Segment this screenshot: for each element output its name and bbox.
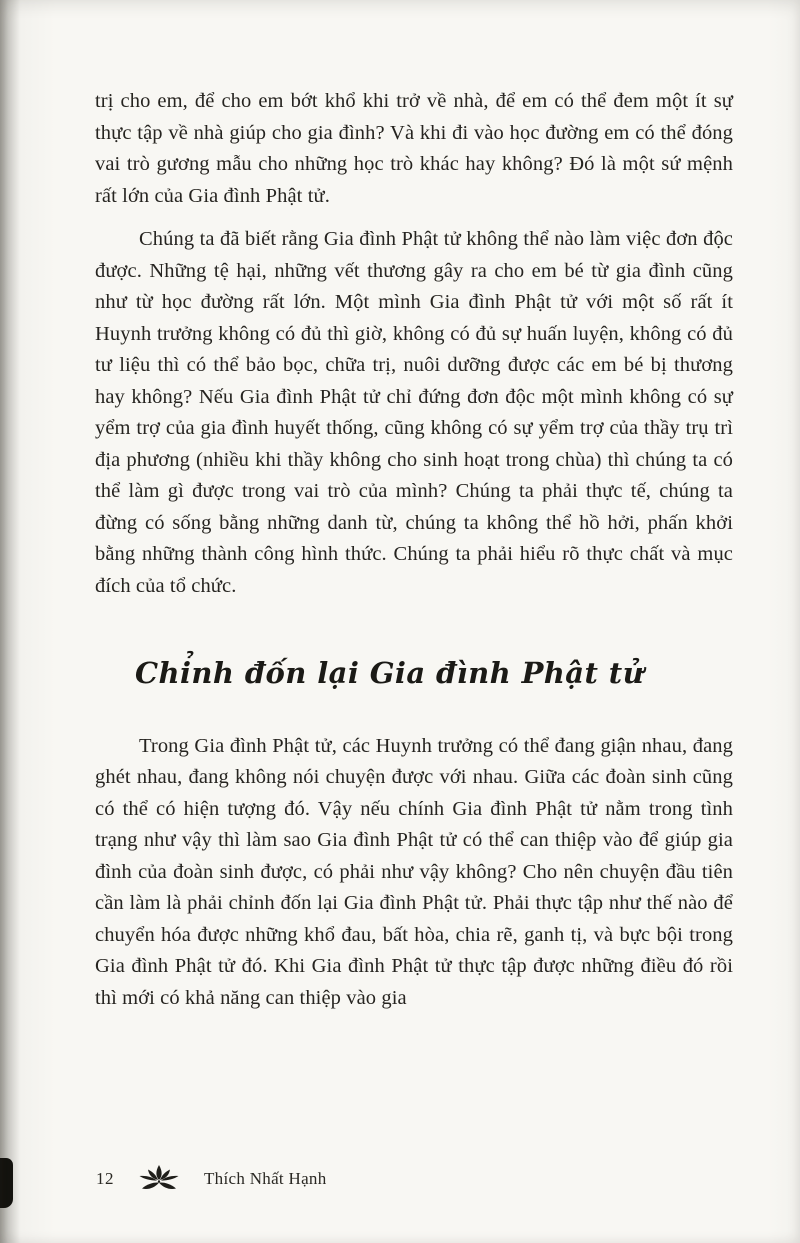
spine-shadow — [0, 0, 20, 1243]
page-body-text — [95, 86, 733, 1026]
running-title-author: Thích Nhất Hạnh — [204, 1169, 327, 1188]
scan-edge-mark — [0, 1158, 13, 1208]
lotus-flower-icon — [136, 1164, 182, 1194]
paragraph: Chúng ta đã biết rằng Gia đình Phật tử không thể nào làm việc đơn độc được. Những tệ hại, những vết thương gây ra cho em bé từ gia đình cũng như từ học đường rất lớn. Một mình Gia đình Phật tử với một số rất ít Huynh trưởng không có đủ thì giờ, không có đủ sự huấn luyện, không có đủ tư liệu thì có thể bảo bọc, chữa trị, nuôi dưỡng được các em bé bị thương hay không? Nếu Gia đình Phật tử chỉ đứng đơn độc một mình không có sự yểm trợ của gia đình huyết thống, cũng không có sự yểm trợ của thầy trụ trì địa phương (nhiều khi thầy không cho sinh hoạt trong chùa) thì chúng ta có thể làm gì được trong vai trò của mình? Chúng ta phải thực tế, chúng ta đừng có sống bằng những danh từ, chúng ta không thể hồ hởi, phấn khởi bằng những thành công hình thức. Chúng ta phải hiểu rõ thực chất và mục đích của tổ chức. — [95, 228, 733, 597]
page-footer — [96, 1164, 327, 1194]
section-heading: Chỉnh đốn lại Gia đình Phật tử — [135, 656, 645, 690]
page-number: 12 — [96, 1169, 114, 1188]
paragraph: Trong Gia đình Phật tử, các Huynh trưởng có thể đang giận nhau, đang ghét nhau, đang không nói chuyện được với nhau. Giữa các đoàn sinh cũng có thể có hiện tượng đó. Vậy nếu chính Gia đình Phật tử nằm trong tình trạng như vậy thì làm sao Gia đình Phật tử có thể can thiệp vào để giúp gia đình của đoàn sinh được, có phải như vậy không? Cho nên chuyện đầu tiên cần làm là phải chỉnh đốn lại Gia đình Phật tử. Phải thực tập như thế nào để chuyển hóa được những khổ đau, bất hòa, chia rẽ, ganh tị, và bực bội trong Gia đình Phật tử đó. Khi Gia đình Phật tử thực tập được những điều đó rồi thì mới có khả năng can thiệp vào gia — [95, 734, 733, 1009]
paragraph: trị cho em, để cho em bớt khổ khi trở về nhà, để em có thể đem một ít sự thực tập về nhà giúp cho gia đình? Và khi đi vào học đường em có thể đóng vai trò gương mẫu cho những học trò khác hay không? Đó là một sứ mệnh rất lớn của Gia đình Phật tử. — [95, 90, 733, 207]
